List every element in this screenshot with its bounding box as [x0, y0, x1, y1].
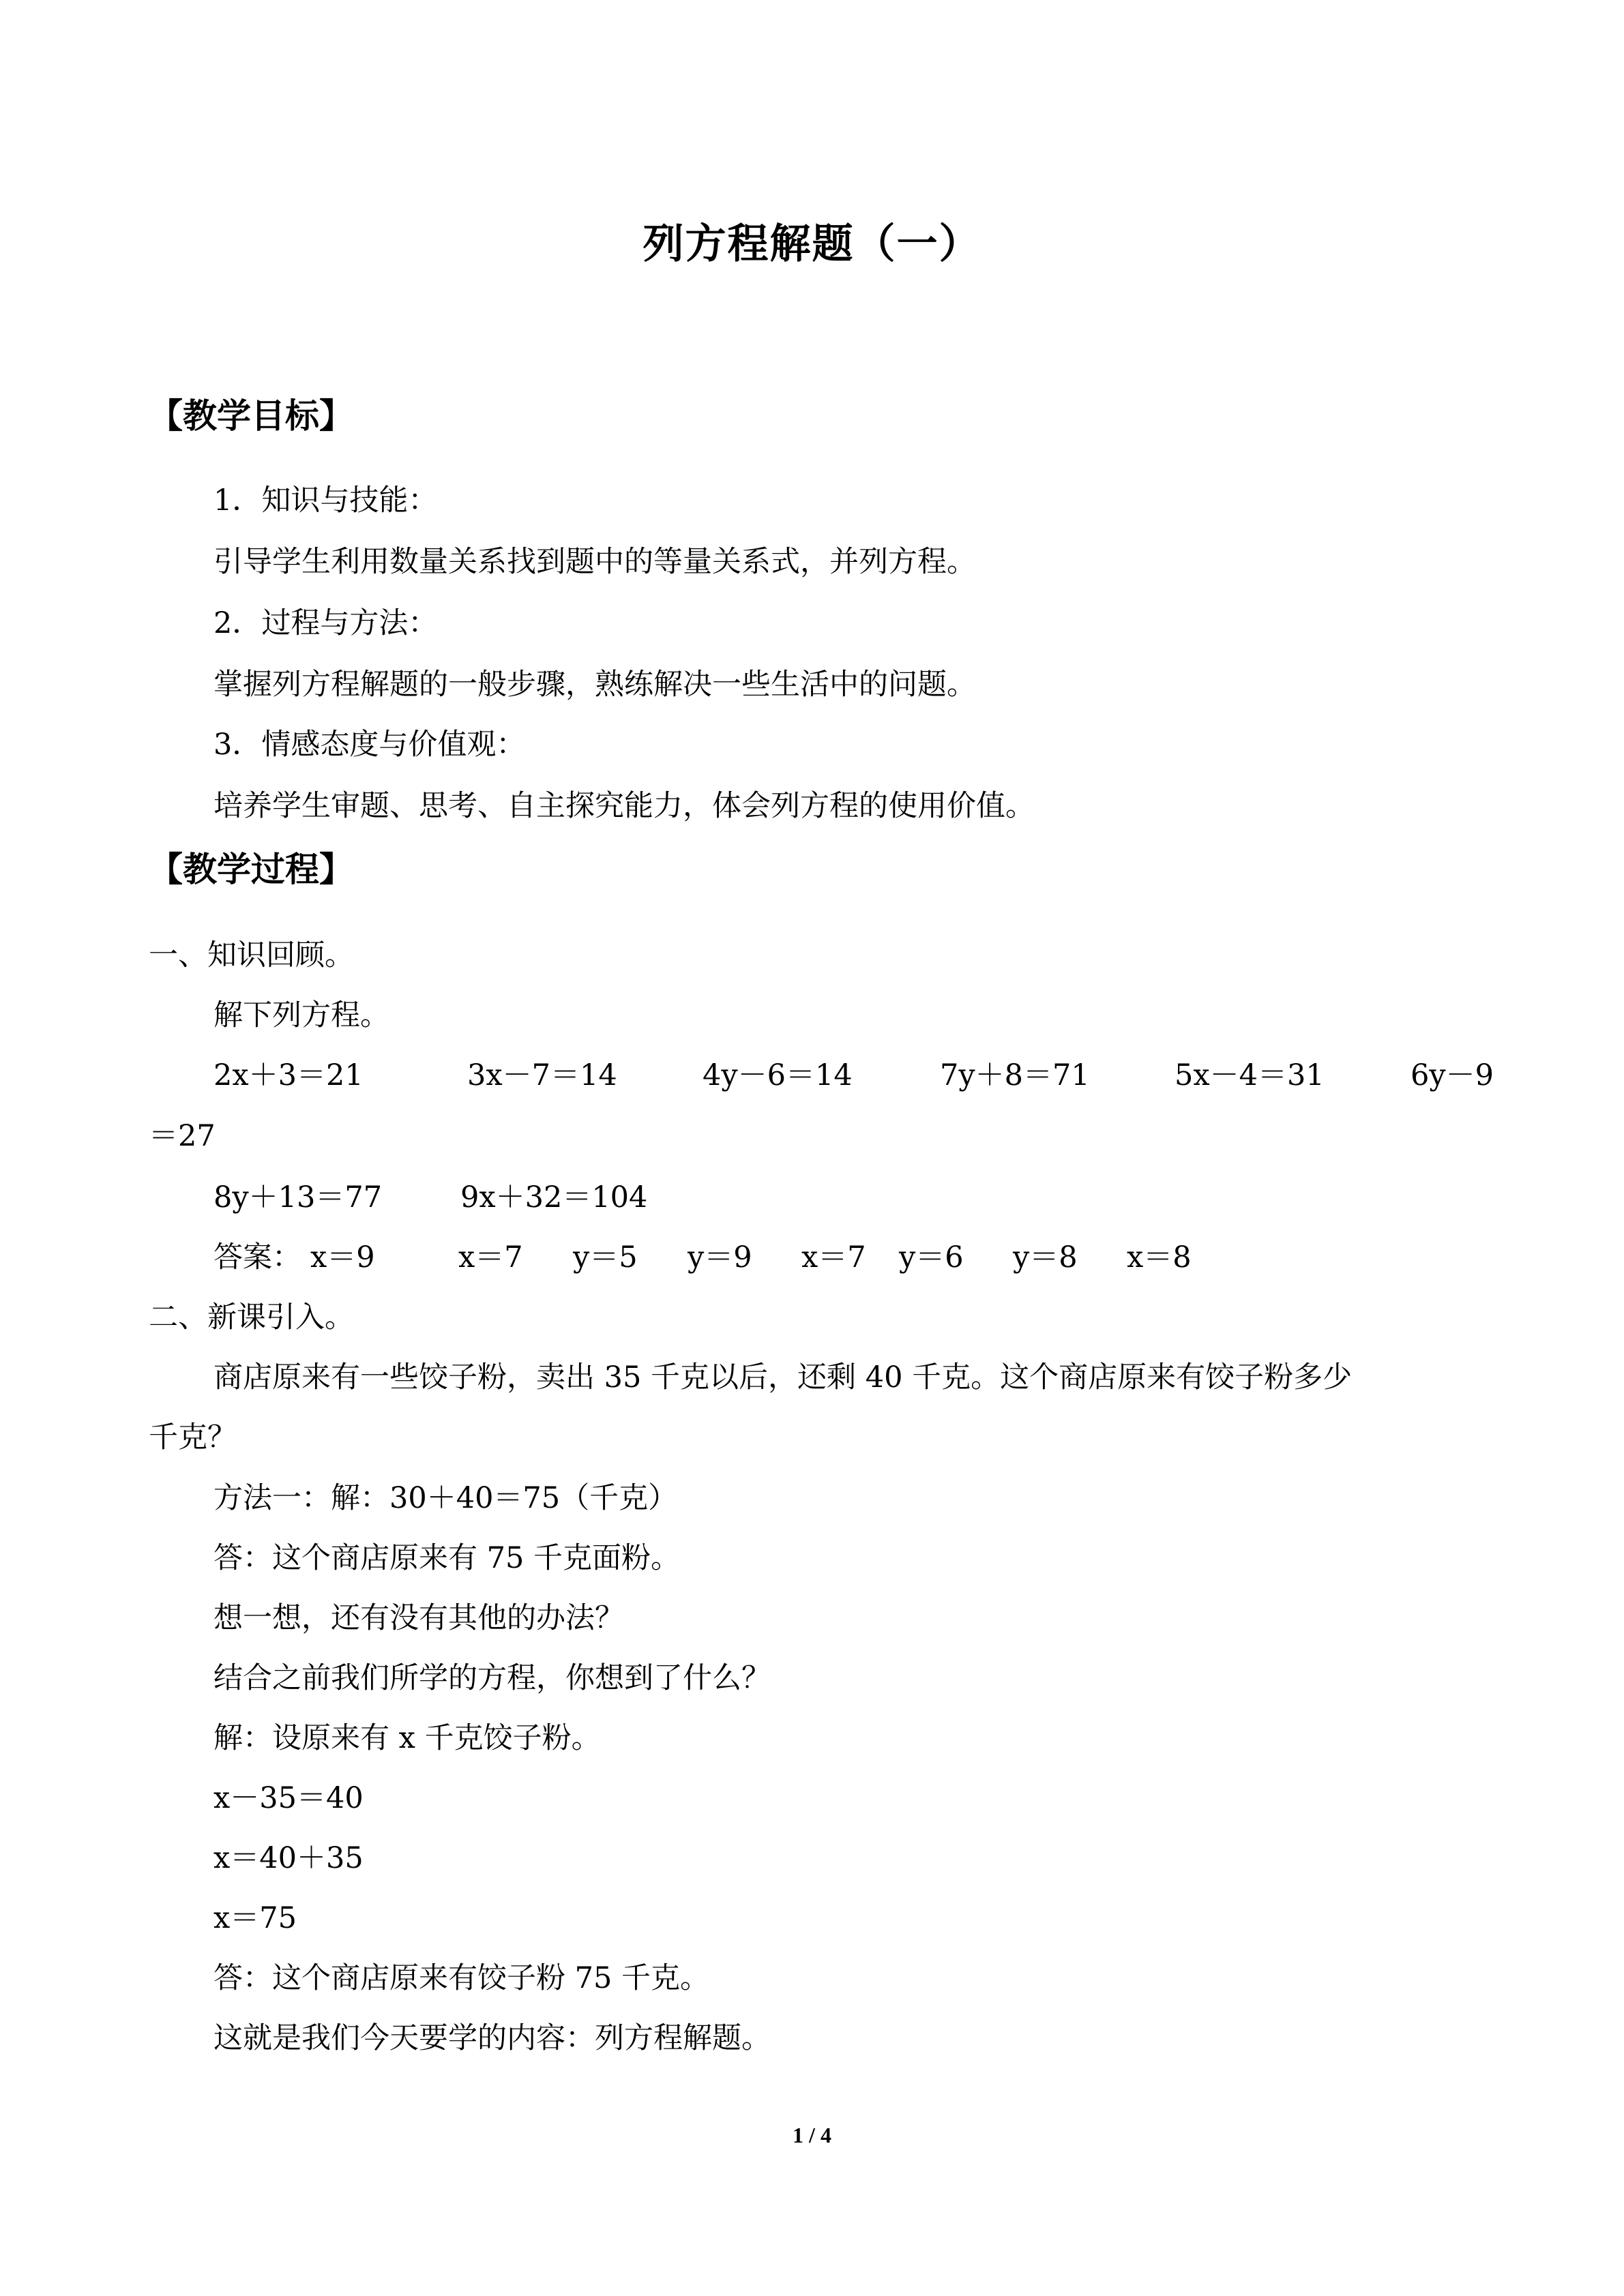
solution-step: x＝75 [213, 1901, 297, 1935]
page-title: 列方程解题（一） [643, 220, 981, 268]
review-title: 一、知识回顾。 [149, 938, 354, 972]
answer: x＝9 [310, 1240, 375, 1274]
answer: y＝5 [573, 1240, 638, 1274]
equation: 3x－7＝14 [467, 1058, 617, 1092]
answer-two: 答：这个商店原来有饺子粉 75 千克。 [213, 1961, 710, 1995]
review-instruction: 解下列方程。 [213, 998, 389, 1032]
answer-one: 答：这个商店原来有 75 千克面粉。 [213, 1541, 681, 1575]
answer: x＝8 [1127, 1240, 1192, 1274]
equation: 7y＋8＝71 [940, 1058, 1090, 1092]
let-statement: 解：设原来有 x 千克饺子粉。 [213, 1721, 601, 1755]
equation: 2x＋3＝21 [213, 1058, 364, 1092]
equation-wrap: ＝27 [149, 1119, 216, 1153]
answers-label: 答案： [213, 1240, 301, 1274]
goal-knowledge-text: 引导学生利用数量关系找到题中的等量关系式，并列方程。 [213, 545, 976, 579]
equation: 8y＋13＝77 [213, 1180, 383, 1214]
goal-emotion-label: 3．情感态度与价值观： [213, 728, 526, 762]
problem-text-wrap: 千克？ [149, 1420, 237, 1455]
goal-emotion-text: 培养学生审题、思考、自主探究能力，体会列方程的使用价值。 [213, 789, 1035, 823]
goal-process-text: 掌握列方程解题的一般步骤，熟练解决一些生活中的问题。 [213, 668, 976, 702]
conclusion: 这就是我们今天要学的内容：列方程解题。 [213, 2021, 771, 2055]
process-heading: 【教学过程】 [149, 850, 353, 889]
answer: x＝7 [801, 1240, 866, 1274]
equation: 4y－6＝14 [703, 1058, 853, 1092]
answer: x＝7 [458, 1240, 523, 1274]
method-one: 方法一：解：30＋40＝75（千克） [213, 1481, 678, 1515]
combine-question: 结合之前我们所学的方程，你想到了什么？ [213, 1661, 771, 1695]
equation: 6y－9 [1411, 1058, 1494, 1092]
equation: 5x－4＝31 [1175, 1058, 1325, 1092]
goals-heading: 【教学目标】 [149, 396, 353, 436]
new-lesson-title: 二、新课引入。 [149, 1300, 354, 1335]
think-question: 想一想，还有没有其他的办法？ [213, 1601, 624, 1635]
goal-knowledge-label: 1．知识与技能： [213, 483, 438, 518]
problem-text: 商店原来有一些饺子粉，卖出 35 千克以后，还剩 40 千克。这个商店原来有饺子粉多少 [213, 1360, 1353, 1395]
solution-step: x－35＝40 [213, 1781, 364, 1815]
answer: y＝9 [688, 1240, 752, 1274]
equation: 9x＋32＝104 [460, 1180, 648, 1214]
answer: y＝8 [1013, 1240, 1078, 1274]
goal-process-label: 2．过程与方法： [213, 606, 438, 640]
answer: y＝6 [899, 1240, 964, 1274]
page-number: 1 / 4 [793, 2123, 831, 2147]
solution-step: x＝40＋35 [213, 1841, 364, 1875]
